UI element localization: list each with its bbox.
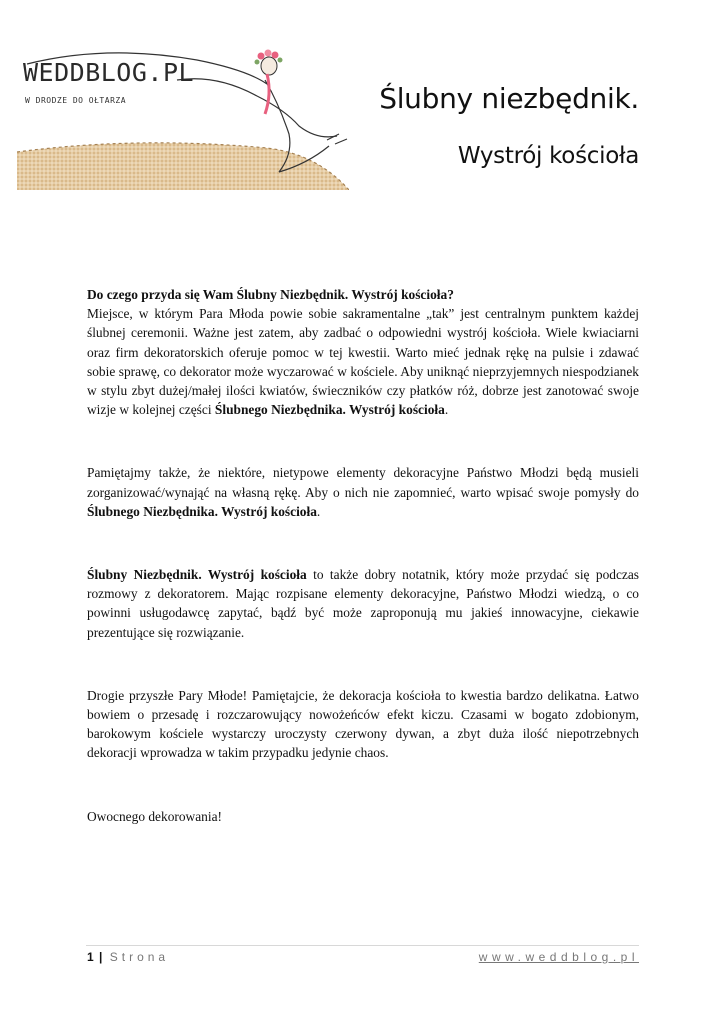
document-subtitle: Wystrój kościoła — [457, 143, 639, 169]
paragraph-intro-bold: Ślubnego Niezbędnika. Wystrój kościoła — [214, 402, 445, 418]
weddblog-logo — [17, 44, 349, 190]
page-header — [0, 0, 725, 200]
paragraph-notebook-text: to także dobry notatnik, który może przydać się podczas rozmowy z dekoratorem. Mając rozpisane elementy dekoracyjne, Państwo Młodzi wiedzą, o co powinni usługodawcę zapytać, bądź być może zaproponują mu jakieś innowacyjne, ciekawie prezentujące się rozwiązanie. — [87, 567, 639, 640]
document-title: Ślubny niezbędnik. — [379, 82, 639, 115]
footer-separator: | — [99, 950, 103, 964]
footer-divider — [86, 945, 639, 946]
paragraph-notebook — [87, 565, 639, 642]
website-link[interactable]: www.weddblog.pl — [478, 950, 639, 964]
paragraph-notebook-bold: Ślubny Niezbędnik. Wystrój kościoła — [87, 567, 307, 583]
paragraph-remember-text: Pamiętajmy także, że niektóre, nietypowe elementy dekoracyjne Państwo Młodzi będą musieli zorganizować/wynająć na własną rękę. Aby o nich nie zapomnieć, warto wpisać swoje pomysły do — [87, 465, 639, 500]
article-question: Do czego przyda się Wam Ślubny Niezbędnik. Wystrój kościoła? — [87, 287, 454, 302]
article-body — [87, 285, 639, 826]
page-word: Strona — [109, 950, 170, 964]
paragraph-advice: Drogie przyszłe Pary Młode! Pamiętajcie, że dekoracja kościoła to kwestia bardzo delikatna. Łatwo bowiem o przesadę i rozczarowujący nowożeńców efekt kiczu. Czasami w bogato zdobionym, barokowym kościele wystarczy uroczysty czerwony dywan, a zbyt duża ilość niepotrzebnych dekoracji wprowadza w takim przypadku jedynie chaos. — [87, 687, 639, 761]
paragraph-remember-bold: Ślubnego Niezbędnika. Wystrój kościoła — [87, 503, 317, 519]
paragraph-intro — [87, 304, 639, 419]
closing-line: Owocnego dekorowania! — [87, 808, 222, 824]
paragraph-remember-end: . — [316, 503, 321, 519]
logo-wordmark: WEDDBLOG.PL — [23, 58, 195, 87]
paragraph-intro-text: Miejsce, w którym Para Młoda powie sobie sakramentalne „tak” jest centralnym punktem każdej ślubnej ceremonii. Ważne jest zatem, aby zadbać o odpowiedni wystrój kościoła. Wiele kwiaciarni oraz firm dekoratorskich oferuje pomoc w tej kwestii. Warto mieć jednak rękę na pulsie i zdawać sobie sprawę, co dekorator może wyczarować w kościele. Aby uniknąć nieprzyjemnych niespodzianek w stylu zbyt dużej/małej ilości kwiatów, świeczników czy płatków róż, dobrze jest zanotować swoje wizje w kolejnej części — [87, 306, 639, 418]
page-number-label — [87, 950, 169, 964]
paragraph-remember — [87, 463, 639, 521]
paragraph-intro-end: . — [444, 402, 449, 418]
page-number: 1 — [87, 950, 94, 964]
logo-tagline: W DRODZE DO OŁTARZA — [25, 96, 127, 105]
